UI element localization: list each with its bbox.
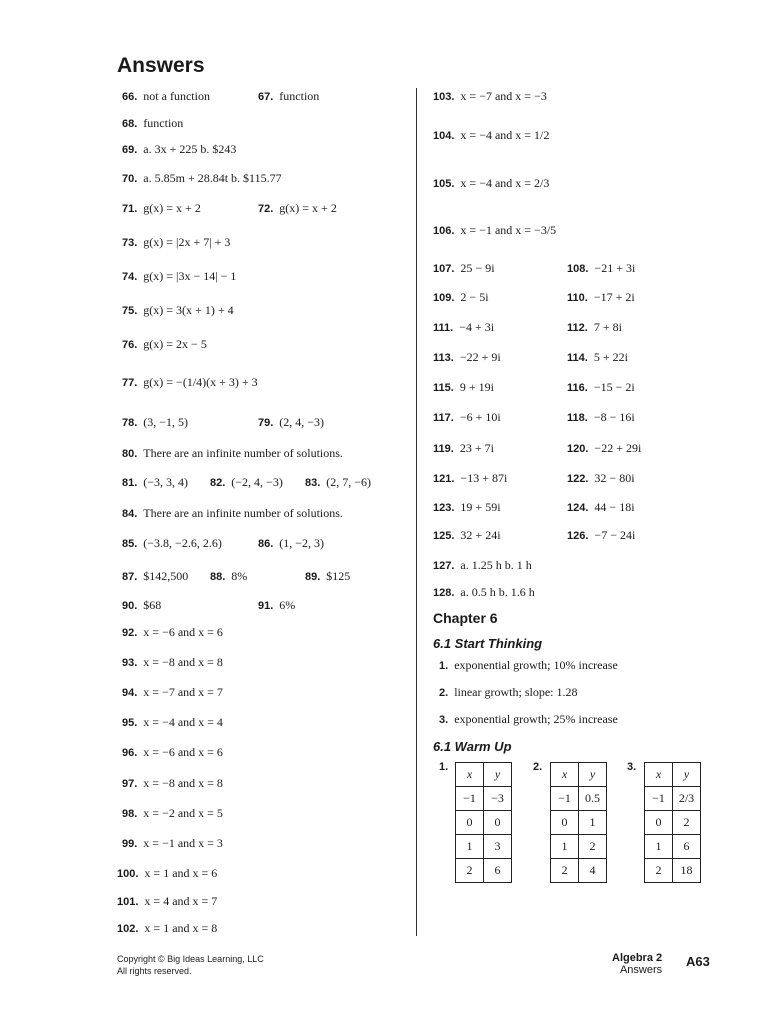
answer-111: 111. −4 + 3i	[433, 320, 495, 334]
answer-117: 117. −6 + 10i	[433, 410, 501, 424]
answer-104: 104. x = −4 and x = 1/2	[433, 128, 550, 142]
answer-106: 106. x = −1 and x = −3/5	[433, 223, 557, 237]
table-header-y: y	[484, 763, 512, 787]
answer-89: 89. $125	[305, 569, 351, 583]
answer-76: 76. g(x) = 2x − 5	[122, 337, 207, 351]
answer-86: 86. (1, −2, 3)	[258, 536, 325, 550]
answer-87: 87. $142,500	[122, 569, 189, 583]
table-row: 1 2	[551, 835, 607, 859]
answer-96: 96. x = −6 and x = 6	[122, 745, 223, 759]
warm-up-table-2	[550, 762, 607, 883]
column-divider	[416, 88, 417, 936]
answer-71: 71. g(x) = x + 2	[122, 201, 201, 215]
answer-120: 120. −22 + 29i	[567, 441, 642, 455]
answer-67: 67. function	[258, 89, 320, 103]
answer-92: 92. x = −6 and x = 6	[122, 625, 223, 639]
answer-94: 94. x = −7 and x = 7	[122, 685, 223, 699]
answer-100: 100. x = 1 and x = 6	[117, 866, 218, 880]
answer-82: 82. (−2, 4, −3)	[210, 475, 283, 489]
answer-98: 98. x = −2 and x = 5	[122, 806, 223, 820]
table-row: 1 6	[645, 835, 701, 859]
answer-74: 74. g(x) = |3x − 14| − 1	[122, 269, 237, 283]
warm-up-table-2-number: 2.	[533, 761, 543, 773]
table-row: 0 0	[456, 811, 512, 835]
table-row: 2 18	[645, 859, 701, 883]
answer-103: 103. x = −7 and x = −3	[433, 89, 547, 103]
answer-79: 79. (2, 4, −3)	[258, 415, 325, 429]
answer-69: 69. a. 3x + 225 b. $243	[122, 142, 237, 156]
table-header-y: y	[673, 763, 701, 787]
warm-up-heading: 6.1 Warm Up	[433, 739, 512, 754]
rights-text: All rights reserved.	[117, 966, 192, 976]
answer-93: 93. x = −8 and x = 8	[122, 655, 223, 669]
start-thinking-heading: 6.1 Start Thinking	[433, 636, 543, 651]
answer-123: 123. 19 + 59i	[433, 500, 501, 514]
table-header-x: x	[456, 763, 484, 787]
answer-83: 83. (2, 7, −6)	[305, 475, 372, 489]
table-row: 0 2	[645, 811, 701, 835]
warm-up-table-1-number: 1.	[439, 761, 449, 773]
answer-81: 81. (−3, 3, 4)	[122, 475, 189, 489]
chapter-heading: Chapter 6	[433, 610, 498, 626]
answer-78: 78. (3, −1, 5)	[122, 415, 189, 429]
answer-68: 68. function	[122, 116, 184, 130]
start-thinking-item-1: 1. exponential growth; 10% increase	[439, 658, 618, 672]
answer-84: 84. There are an infinite number of solutions.	[122, 506, 343, 520]
answer-122: 122. 32 − 80i	[567, 471, 635, 485]
answer-85: 85. (−3.8, −2.6, 2.6)	[122, 536, 222, 550]
answer-125: 125. 32 + 24i	[433, 528, 501, 542]
answer-102: 102. x = 1 and x = 8	[117, 921, 218, 935]
answer-118: 118. −8 − 16i	[567, 410, 635, 424]
answer-75: 75. g(x) = 3(x + 1) + 4	[122, 303, 234, 317]
answer-90: 90. $68	[122, 598, 162, 612]
answer-115: 115. 9 + 19i	[433, 380, 494, 394]
table-row: −1 2/3	[645, 787, 701, 811]
warm-up-table-3	[644, 762, 701, 883]
copyright-text: Copyright © Big Ideas Learning, LLC	[117, 954, 264, 964]
answer-112: 112. 7 + 8i	[567, 320, 622, 334]
answer-101: 101. x = 4 and x = 7	[117, 894, 218, 908]
table-header-x: x	[645, 763, 673, 787]
answer-121: 121. −13 + 87i	[433, 471, 508, 485]
book-title: Algebra 2	[612, 952, 663, 964]
answer-109: 109. 2 − 5i	[433, 290, 489, 304]
answer-114: 114. 5 + 22i	[567, 350, 628, 364]
answer-91: 91. 6%	[258, 598, 296, 612]
book-footer	[612, 952, 662, 976]
answer-70: 70. a. 5.85m + 28.84t b. $115.77	[122, 171, 282, 185]
answer-128: 128. a. 0.5 h b. 1.6 h	[433, 585, 535, 599]
start-thinking-item-3: 3. exponential growth; 25% increase	[439, 712, 618, 726]
table-header-y: y	[579, 763, 607, 787]
table-header-x: x	[551, 763, 579, 787]
answer-110: 110. −17 + 2i	[567, 290, 635, 304]
answer-124: 124. 44 − 18i	[567, 500, 635, 514]
answer-97: 97. x = −8 and x = 8	[122, 776, 223, 790]
table-row: 0 1	[551, 811, 607, 835]
start-thinking-item-2: 2. linear growth; slope: 1.28	[439, 685, 578, 699]
answer-77: 77. g(x) = −(1/4)(x + 3) + 3	[122, 375, 258, 389]
answer-73: 73. g(x) = |2x + 7| + 3	[122, 235, 231, 249]
table-row: 1 3	[456, 835, 512, 859]
answer-72: 72. g(x) = x + 2	[258, 201, 337, 215]
answer-99: 99. x = −1 and x = 3	[122, 836, 223, 850]
answer-88: 88. 8%	[210, 569, 248, 583]
answer-105: 105. x = −4 and x = 2/3	[433, 176, 550, 190]
answer-107: 107. 25 − 9i	[433, 261, 495, 275]
answer-116: 116. −15 − 2i	[567, 380, 635, 394]
answer-113: 113. −22 + 9i	[433, 350, 501, 364]
table-row: 2 4	[551, 859, 607, 883]
answer-126: 126. −7 − 24i	[567, 528, 636, 542]
answer-119: 119. 23 + 7i	[433, 441, 494, 455]
book-section: Answers	[619, 964, 663, 976]
page-number: A63	[686, 954, 710, 969]
table-row: −1 −3	[456, 787, 512, 811]
answer-95: 95. x = −4 and x = 4	[122, 715, 223, 729]
answer-80: 80. There are an infinite number of solutions.	[122, 446, 343, 460]
answer-108: 108. −21 + 3i	[567, 261, 636, 275]
warm-up-table-1	[455, 762, 512, 883]
answer-66: 66. not a function	[122, 89, 210, 103]
answer-127: 127. a. 1.25 h b. 1 h	[433, 558, 532, 572]
copyright-footer	[117, 953, 264, 977]
page-title: Answers	[117, 54, 205, 77]
warm-up-table-3-number: 3.	[627, 761, 637, 773]
table-row: −1 0.5	[551, 787, 607, 811]
table-row: 2 6	[456, 859, 512, 883]
